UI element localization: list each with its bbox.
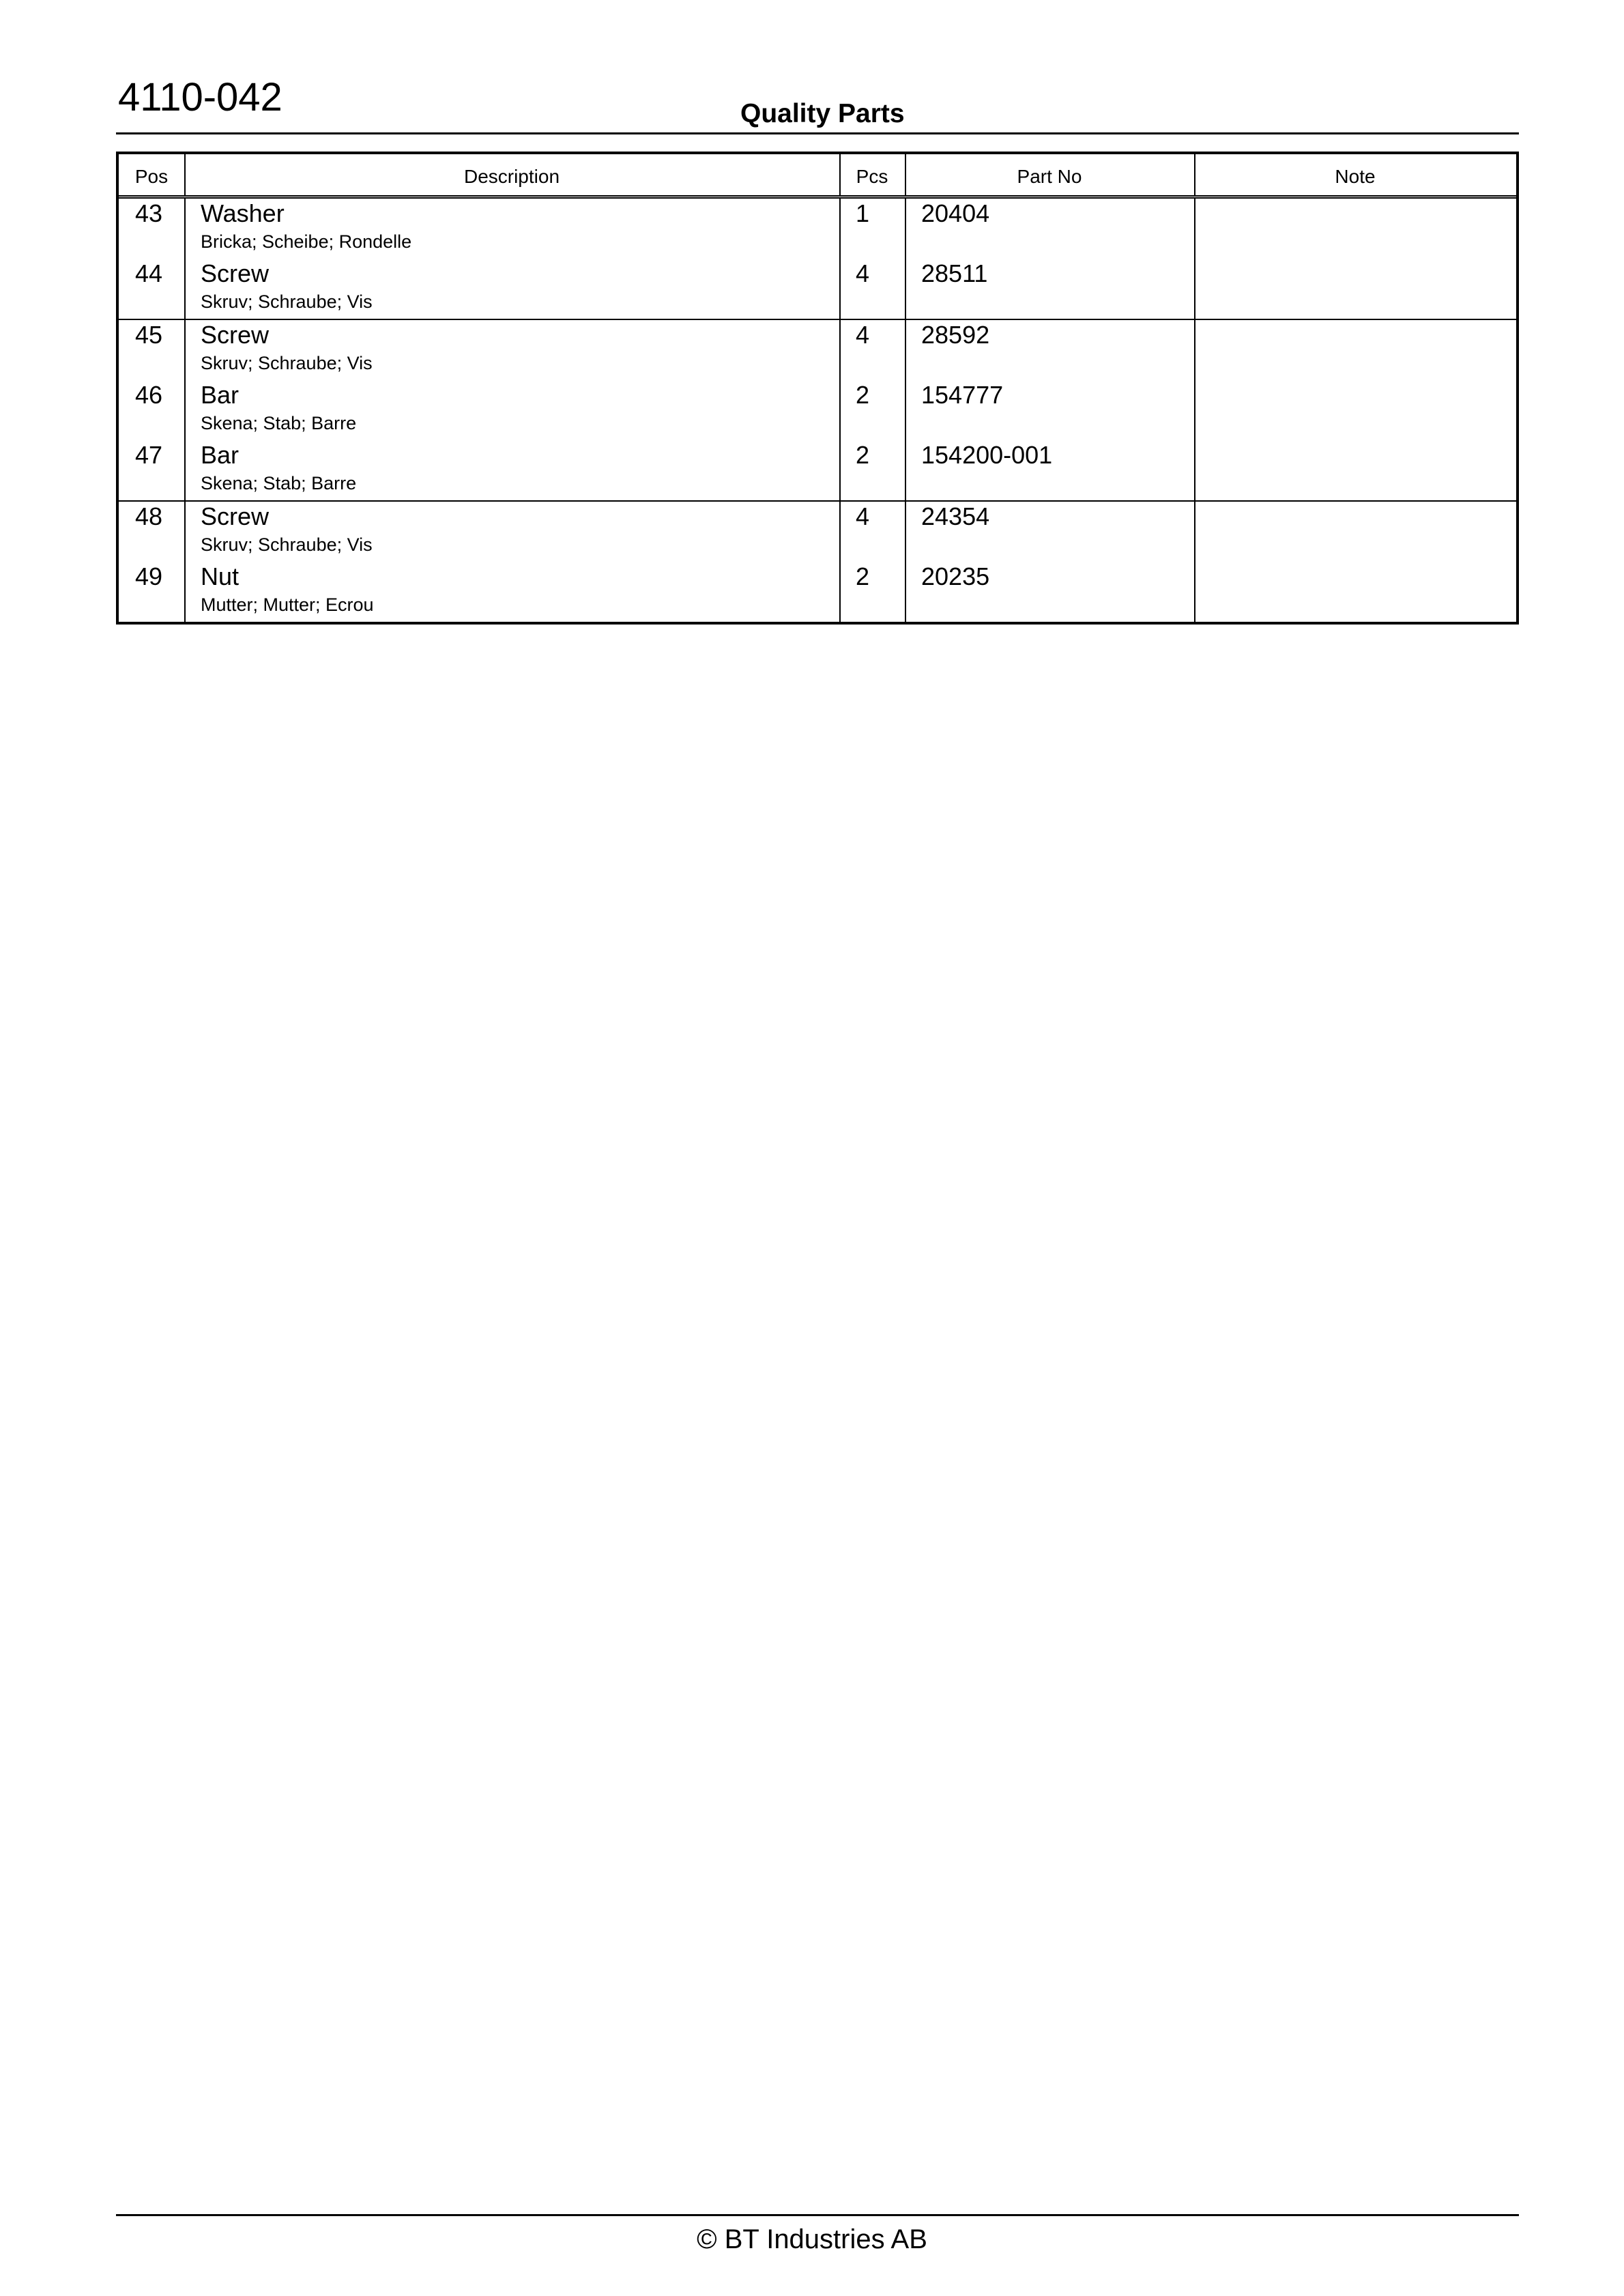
description-cell [201, 320, 373, 373]
column-divider [905, 320, 906, 500]
description-cell [201, 259, 373, 312]
pos-cell [135, 502, 162, 532]
pcs-cell-text: 4 [856, 259, 870, 287]
table-body [119, 199, 1516, 622]
part-no-cell [921, 562, 989, 592]
part-name: Screw [201, 502, 270, 530]
part-no-cell-text: 20404 [921, 199, 990, 227]
column-divider [184, 502, 186, 622]
footer-rule [116, 2214, 1519, 2216]
part-no-cell [921, 259, 987, 289]
pcs-cell [856, 440, 869, 470]
part-translations: Skruv; Schraube; Vis [201, 291, 373, 312]
table-row [119, 320, 1516, 380]
pos-cell [135, 562, 162, 592]
column-header-part-no: Part No [1017, 166, 1082, 187]
pos-cell [135, 259, 162, 289]
column-divider [905, 154, 906, 195]
pos-cell-text: 44 [135, 259, 163, 287]
description-cell [201, 199, 412, 252]
part-no-cell-text: 24354 [921, 502, 990, 530]
column-divider [184, 320, 186, 500]
column-divider [905, 199, 906, 319]
pcs-cell [856, 562, 869, 592]
part-translations: Mutter; Mutter; Ecrou [201, 594, 374, 615]
part-no-cell-text: 154777 [921, 381, 1004, 409]
column-header-pos: Pos [134, 166, 169, 187]
pos-cell-text: 47 [135, 441, 163, 469]
part-translations: Bricka; Scheibe; Rondelle [201, 231, 412, 252]
part-translations: Skruv; Schraube; Vis [201, 353, 373, 373]
column-divider [839, 502, 841, 622]
pos-cell-text: 48 [135, 502, 163, 530]
column-divider [184, 154, 186, 195]
description-cell [201, 380, 357, 433]
column-divider [839, 154, 841, 195]
part-name: Washer [201, 199, 285, 227]
pcs-cell-text: 2 [856, 381, 870, 409]
table-row [119, 440, 1516, 500]
pos-cell-text: 46 [135, 381, 163, 409]
pcs-cell-text: 2 [856, 441, 870, 469]
column-header-pcs: Pcs [856, 166, 888, 187]
column-divider [1194, 502, 1195, 622]
column-divider [839, 320, 841, 500]
table-row [119, 380, 1516, 440]
header-rule [116, 132, 1519, 134]
pos-cell [135, 380, 162, 410]
part-no-cell [921, 502, 989, 532]
pcs-cell-text: 1 [856, 199, 870, 227]
column-divider [184, 199, 186, 319]
column-header-note: Note [1335, 166, 1376, 187]
part-name: Bar [201, 381, 240, 409]
part-no-cell [921, 380, 1003, 410]
pcs-cell-text: 4 [856, 321, 870, 349]
pcs-cell [856, 320, 869, 350]
pcs-cell [856, 502, 869, 532]
row-group [119, 320, 1516, 502]
part-no-cell [921, 320, 989, 350]
table-row [119, 199, 1516, 259]
row-group [119, 199, 1516, 320]
column-divider [1194, 154, 1195, 195]
part-no-cell [921, 440, 1052, 470]
part-name: Nut [201, 562, 240, 590]
part-name: Screw [201, 321, 270, 349]
pcs-cell [856, 380, 869, 410]
pcs-cell [856, 199, 869, 229]
pos-cell [135, 320, 162, 350]
part-no-cell-text: 28511 [921, 259, 988, 287]
table-row [119, 259, 1516, 319]
description-cell [201, 562, 374, 615]
document-number: 4110-042 [118, 75, 282, 119]
pcs-cell-text: 2 [856, 562, 870, 590]
pcs-cell-text: 4 [856, 502, 870, 530]
column-divider [1194, 199, 1195, 319]
part-no-cell-text: 28592 [921, 321, 990, 349]
part-name: Bar [201, 441, 240, 469]
part-no-cell-text: 154200-001 [921, 441, 1053, 469]
part-translations: Skena; Stab; Barre [201, 473, 357, 493]
part-no-cell [921, 199, 989, 229]
table-header-row [119, 154, 1516, 199]
pcs-cell [856, 259, 869, 289]
pos-cell-text: 49 [135, 562, 163, 590]
part-translations: Skena; Stab; Barre [201, 413, 357, 433]
column-header-description: Description [463, 166, 560, 187]
table-row [119, 502, 1516, 562]
column-divider [905, 502, 906, 622]
parts-table [116, 152, 1519, 625]
copyright-notice: © BT Industries AB [697, 2224, 927, 2254]
pos-cell-text: 45 [135, 321, 163, 349]
part-no-cell-text: 20235 [921, 562, 990, 590]
table-row [119, 562, 1516, 622]
part-translations: Skruv; Schraube; Vis [201, 534, 373, 555]
description-cell [201, 440, 357, 493]
column-divider [839, 199, 841, 319]
pos-cell [135, 199, 162, 229]
pos-cell-text: 43 [135, 199, 163, 227]
part-name: Screw [201, 259, 270, 287]
page-title: Quality Parts [740, 99, 905, 128]
pos-cell [135, 440, 162, 470]
description-cell [201, 502, 373, 555]
row-group [119, 502, 1516, 622]
column-divider [1194, 320, 1195, 500]
